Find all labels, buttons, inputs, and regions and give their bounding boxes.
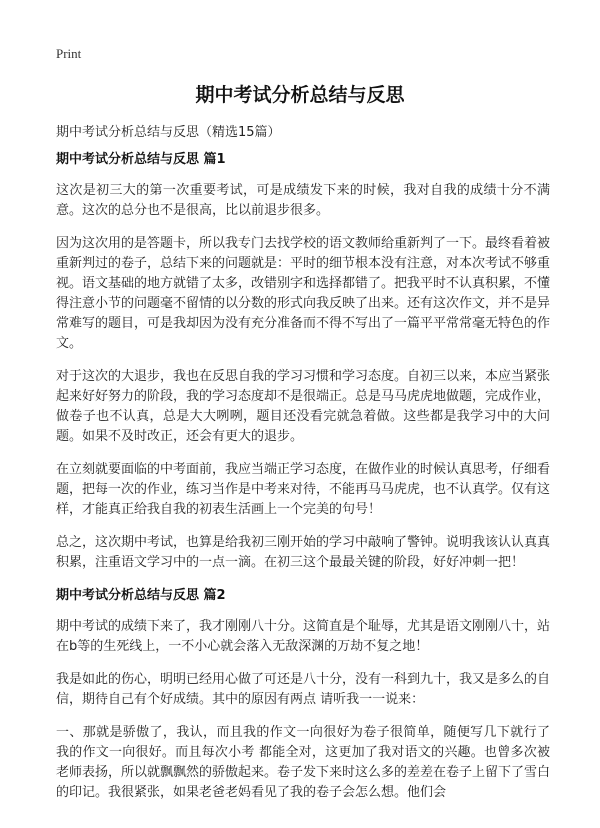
paragraph: 这次是初三大的第一次重要考试，可是成绩发下来的时候，我对自我的成绩十分不满意。这次的总分也不是很高，比以前退步很多。 xyxy=(56,183,550,218)
print-link[interactable]: Print xyxy=(56,46,82,61)
paragraph: 因为这次用的是答题卡，所以我专门去找学校的语文教师给重新判了一下。最终看着被重新判过的卷子，总结下来的问题就是：平时的细节根本没有注意，对本次考试不够重视。语文基础的地方就错了太多，改错别字和选择都错了。把我平时不认真积累，不懂得注意小节的问题毫不留情的以分数的形式向我反映了出来。还有这次作文，并不是异常难写的题目，可是我却因为没有充分准备而不得不写出了一篇平平常常毫无特色的作文。 xyxy=(56,236,551,351)
section-heading-2: 期中考试分析总结与反思 篇2 xyxy=(56,588,226,603)
paragraph: 期中考试的成绩下来了，我才刚刚八十分。这简直是个耻辱，尤其是语文刚刚八十，站在b等的生死线上，一不小心就会落入无敌深渊的万劫不复之地！ xyxy=(56,619,551,654)
page-title: 期中考试分析总结与反思 xyxy=(195,84,405,106)
paragraph: 总之，这次期中考试，也算是给我初三刚开始的学习中敲响了警钟。说明我该认认真真积累，注重语文学习中的一点一滴。在初三这个最最关键的阶段，好好冲刺一把！ xyxy=(56,535,551,570)
document-subtitle: 期中考试分析总结与反思（精选15篇） xyxy=(56,125,281,140)
paragraph: 一、那就是骄傲了，我认，而且我的作文一向很好为卷子很简单，随便写几下就行了 我的作文一向很好。而且每次小考 都能全对，这更加了我对语文的兴趣。也曾多次被老师表扬，所以就飘飘然的骄傲起来。卷子发下来时这么多的差差在卷子上留下了雪白的印记。我很紧张，如果老爸老妈看见了我的卷子会怎么想。他们会 xyxy=(56,725,551,800)
paragraph: 对于这次的大退步，我也在反思自我的学习习惯和学习态度。自初三以来，本应当紧张起来好好努力的阶段，我的学习态度却不是很端正。总是马马虎虎地做题，完成作业，做卷子也不认真，总是大大咧咧，题目还没看完就急着做。这些都是我学习中的大问题。如果不及时改正，还会有更大的退步。 xyxy=(56,369,551,444)
paragraph: 在立刻就要面临的中考面前，我应当端正学习态度，在做作业的时候认真思考，仔细看题，把每一次的作业，练习当作是中考来对待，不能再马马虎虎，也不认真学。仅有这样，才能真正给我自我的初表生活画上一个完美的句号！ xyxy=(56,462,551,517)
paragraph: 我是如此的伤心，明明已经用心做了可还是八十分，没有一科到九十，我又是多么的自信，期待自己有个好成绩。其中的原因有两点 请听我一一说来： xyxy=(56,672,551,707)
section-heading-1: 期中考试分析总结与反思 篇1 xyxy=(56,152,226,167)
document-body xyxy=(56,150,550,816)
